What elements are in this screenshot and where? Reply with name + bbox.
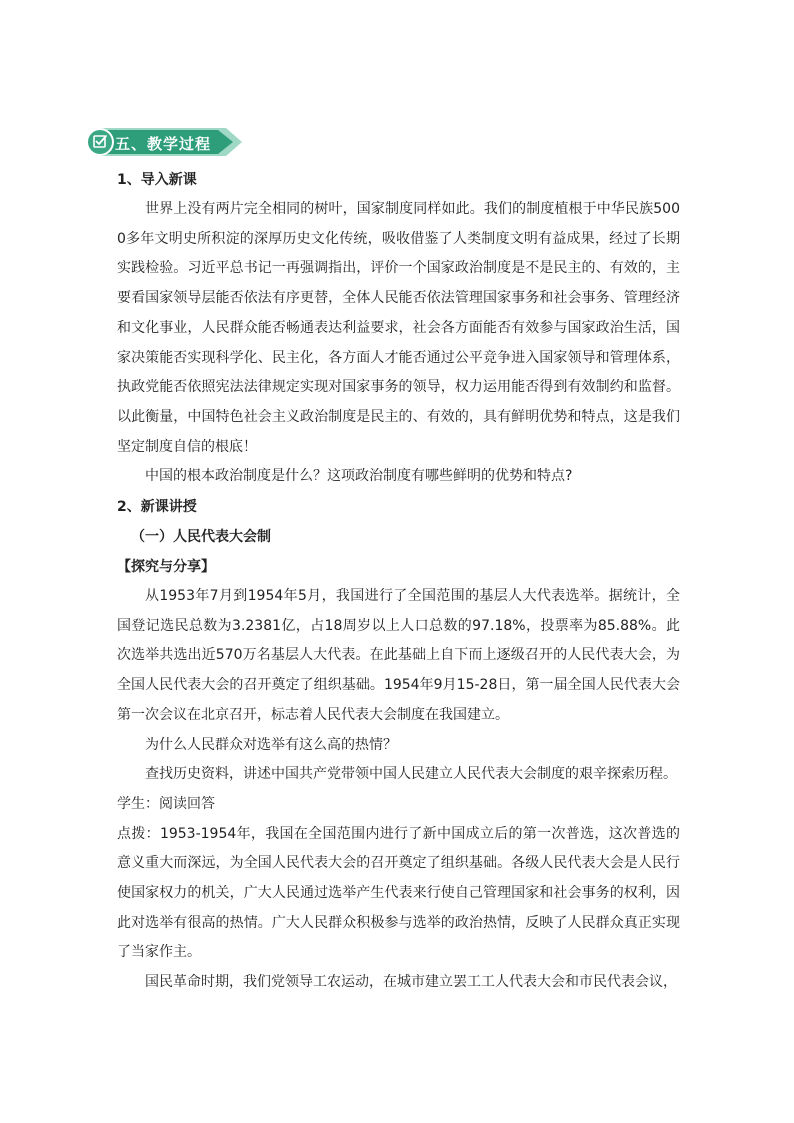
student-activity: 学生：阅读回答 — [117, 795, 215, 812]
teacher-tip-paragraph: 点拨：1953-1954年，我国在全国范围内进行了新中国成立后的第一次普选，这次普选的意义重大而深远，为全国人民代表大会的召开奠定了组织基础。各级人民代表大会是人民行使国家权力的机关，广大人民通过选举产生代表来行使自己管理国家和社会事务的权利，因此对选举有很高的热情。广大人民群众积极参与选举的政治热情，反映了人民群众真正实现了当家作主。 — [117, 825, 680, 961]
question-why-enthusiasm: 为什么人民群众对选举有这么高的热情？ — [145, 736, 397, 753]
section-banner — [86, 126, 246, 158]
heading-intro: 1、导入新课 — [117, 172, 197, 188]
explore-share-heading: 【探究与分享】 — [117, 559, 215, 576]
explore-paragraph: 从1953年7月到1954年5月，我国进行了全国范围的基层人大代表选举。据统计，全国登记选民总数为3.2381亿，占18周岁以上人口总数的97.18%，投票率为85.88%。此次选举共选出近570万名基层人大代表。在此基础上自下而上逐级召开的人民代表大会，为全国人民代表大会的召开奠定了组织基础。1954年9月15-28日，第一届全国人民代表大会第一次会议在北京召开，标志着人民代表大会制度在我国建立。 — [117, 588, 680, 723]
lesson-content — [117, 165, 680, 998]
question-paragraph: 中国的根本政治制度是什么？这项政治制度有哪些鲜明的优势和特点? — [145, 468, 573, 485]
history-paragraph: 国民革命时期，我们党领导工农运动，在城市建立罢工工人代表大会和市民代表会议， — [145, 974, 677, 991]
task-paragraph: 查找历史资料，讲述中国共产党带领中国人民建立人民代表大会制度的艰辛探索历程。 — [145, 766, 677, 783]
intro-paragraph: 世界上没有两片完全相同的树叶，国家制度同样如此。我们的制度植根于中华民族5000多年文明史所积淀的深厚历史文化传统，吸收借鉴了人类制度文明有益成果，经过了长期实践检验。习近平总书记一再强调指出，评价一个国家政治制度是不是民主的、有效的，主要看国家领导层能否依法有序更替，全体人民能否依法管理国家事务和社会事务、管理经济和文化事业，人民群众能否畅通表达利益要求，社会各方面能否有效参与国家政治生活，国家决策能否实现科学化、民主化，各方面人才能否通过公平竞争进入国家领导和管理体系，执政党能否依照宪法法律规定实现对国家事务的领导，权力运用能否得到有效制约和监督。以此衡量，中国特色社会主义政治制度是民主的、有效的，具有鲜明优势和特点，这是我们坚定制度自信的根底！ — [117, 201, 680, 455]
heading-new-lesson: 2、新课讲授 — [117, 499, 197, 516]
checkbox-icon — [86, 126, 114, 158]
section-title: 五、教学过程 — [115, 135, 212, 153]
subheading-congress-system: （一）人民代表大会制 — [131, 529, 271, 546]
